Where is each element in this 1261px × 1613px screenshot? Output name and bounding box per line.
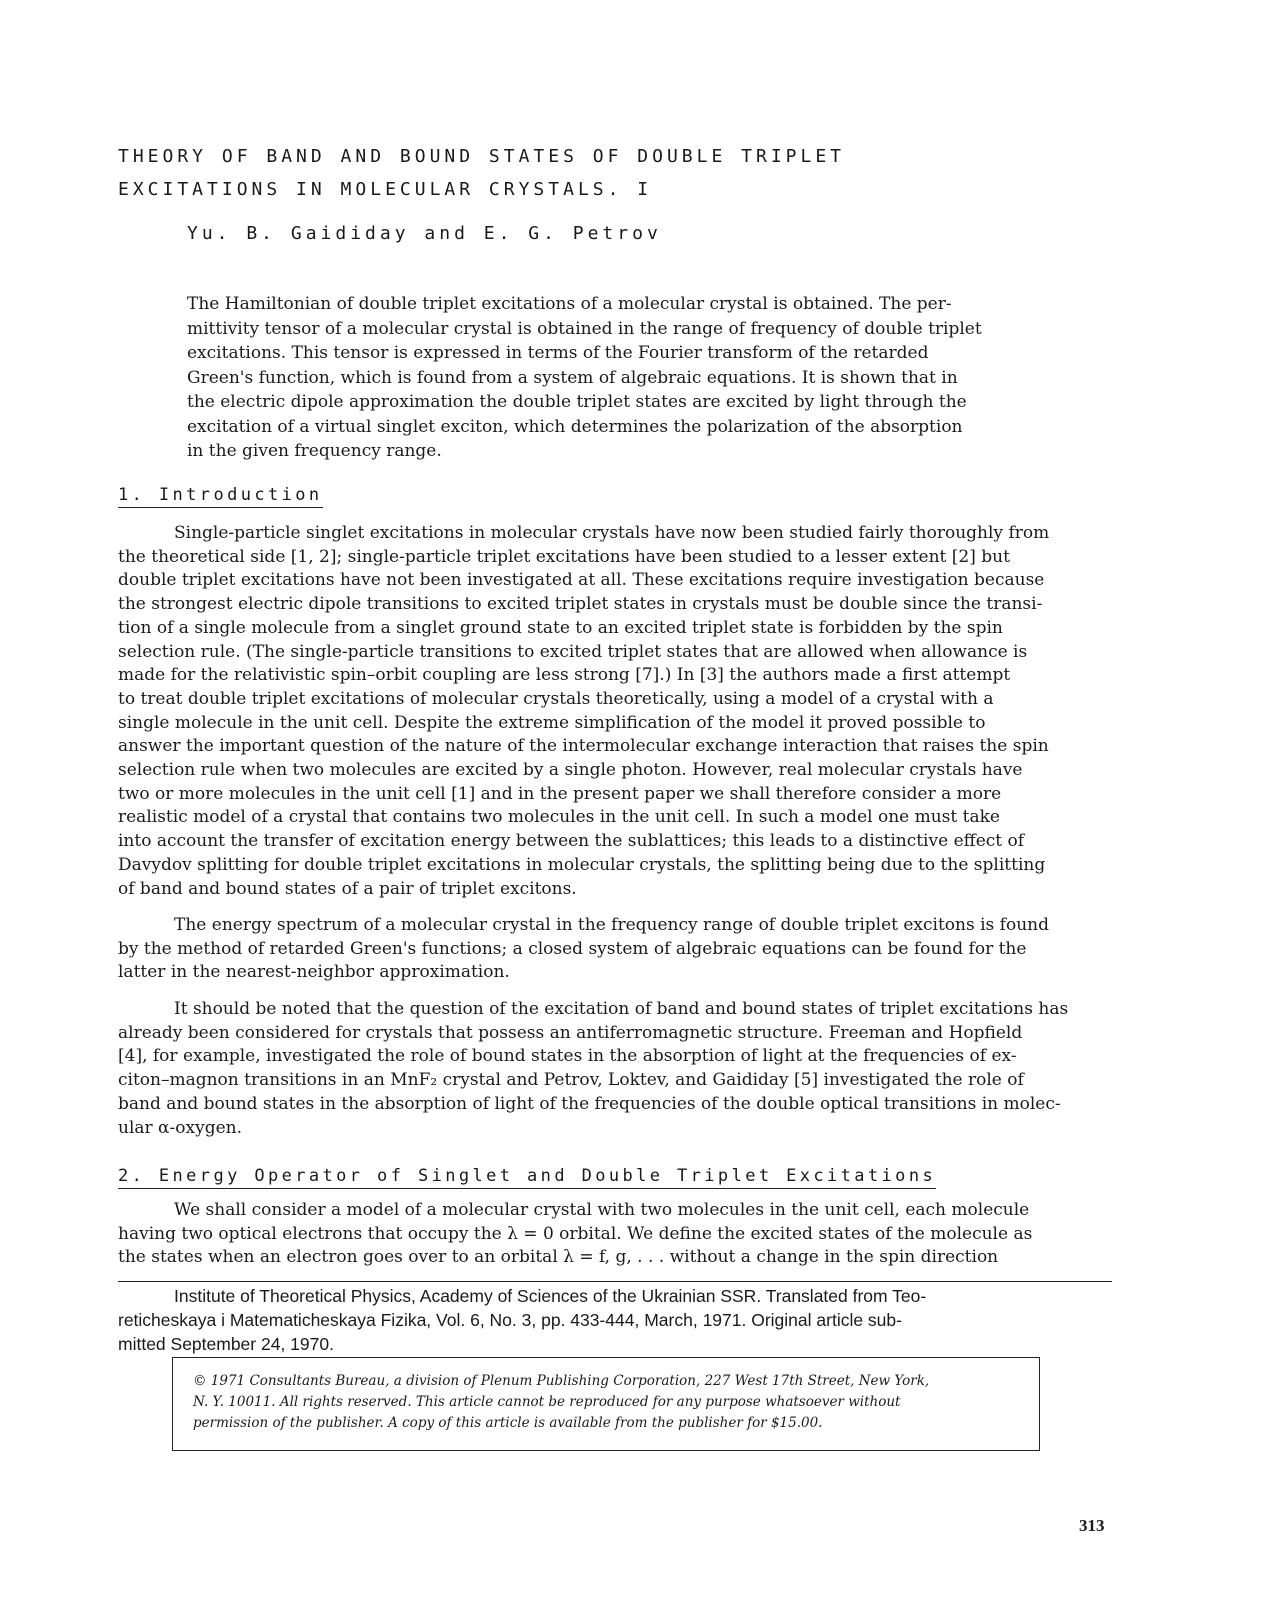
section2-paragraph (118, 1199, 1128, 1270)
text-line: two or more molecules in the unit cell [1] and in the present paper we shall therefore consider a more (118, 783, 1002, 804)
title-line: EXCITATIONS IN MOLECULAR CRYSTALS. I (118, 179, 653, 200)
section-heading-introduction: 1. Introduction (118, 485, 323, 508)
copyright-line: permission of the publisher. A copy of this article is available from the publisher for $15.00. (193, 1415, 823, 1431)
copyright-line: © 1971 Consultants Bureau, a division of Plenum Publishing Corporation, 227 West 17th Street, New York, (193, 1373, 930, 1389)
copyright-notice-box (172, 1357, 1040, 1451)
abstract-line: The Hamiltonian of double triplet excitations of a molecular crystal is obtained. The per- (187, 294, 952, 314)
affiliation-footnote (118, 1284, 1118, 1356)
text-line: citon–magnon transitions in an MnF₂ crystal and Petrov, Loktev, and Gaididay [5] investigated the role of (118, 1070, 1024, 1091)
abstract-line: in the given frequency range. (187, 441, 442, 461)
abstract (187, 292, 1047, 464)
text-line: latter in the nearest-neighbor approximation. (118, 962, 510, 983)
abstract-line: mittivity tensor of a molecular crystal is obtained in the range of frequency of double triplet (187, 318, 982, 339)
text-line: selection rule. (The single-particle transitions to excited triplet states that are allowed when allowance is (118, 641, 1028, 662)
text-line: [4], for example, investigated the role of bound states in the absorption of light at the frequencies of ex- (118, 1046, 1017, 1067)
copyright-notice (193, 1371, 1023, 1434)
text-line: single molecule in the unit cell. Despite the extreme simplification of the model it proved possible to (118, 712, 986, 733)
text-line: ular α-oxygen. (118, 1117, 242, 1138)
abstract-line: excitations. This tensor is expressed in terms of the Fourier transform of the retarded (187, 343, 929, 363)
text-line: Single-particle singlet excitations in molecular crystals have now been studied fairly thoroughly from (174, 523, 1050, 543)
text-line: tion of a single molecule from a singlet ground state to an excited triplet state is forbidden by the spin (118, 617, 1003, 638)
text-line: the theoretical side [1, 2]; single-particle triplet excitations have been studied to a lesser extent [2] but (118, 546, 1010, 567)
text-line: having two optical electrons that occupy the λ = 0 orbital. We define the excited states of the molecule as (118, 1223, 1033, 1244)
text-line: by the method of retarded Green's functions; a closed system of algebraic equations can be found for the (118, 938, 1027, 959)
text-line: the states when an electron goes over to an orbital λ = f, g, . . . without a change in the spin direction (118, 1247, 999, 1268)
text-line: double triplet excitations have not been investigated at all. These excitations require investigation because (118, 570, 1045, 591)
text-line: into account the transfer of excitation energy between the sublattices; this leads to a distinctive effect of (118, 831, 1025, 852)
text-line: to treat double triplet excitations of molecular crystals theoretically, using a model of a crystal with a (118, 688, 994, 709)
text-line: already been considered for crystals that possess an antiferromagnetic structure. Freeman and Hopfield (118, 1022, 1023, 1043)
abstract-line: Green's function, which is found from a system of algebraic equations. It is shown that in (187, 367, 958, 388)
text-line: the strongest electric dipole transitions to excited triplet states in crystals must be double since the transi- (118, 594, 1043, 615)
text-line: made for the relativistic spin–orbit coupling are less strong [7].) In [3] the authors made a first attempt (118, 665, 1011, 686)
text-line: of band and bound states of a pair of triplet excitons. (118, 878, 577, 899)
text-line: realistic model of a crystal that contains two molecules in the unit cell. In such a model one must take (118, 807, 1000, 828)
intro-paragraph-2 (118, 914, 1128, 985)
text-line: Davydov splitting for double triplet excitations in molecular crystals, the splitting being due to the splitting (118, 854, 1046, 875)
footnote-divider (118, 1281, 1112, 1282)
text-line: We shall consider a model of a molecular crystal with two molecules in the unit cell, each molecule (174, 1200, 1030, 1220)
footnote-line: mitted September 24, 1970. (118, 1334, 334, 1354)
footnote-line: reticheskaya i Matematicheskaya Fizika, Vol. 6, No. 3, pp. 433-444, March, 1971. Original article sub- (118, 1310, 902, 1330)
page-number: 313 (1079, 1516, 1105, 1535)
abstract-line: the electric dipole approximation the double triplet states are excited by light through the (187, 392, 967, 412)
text-line: selection rule when two molecules are excited by a single photon. However, real molecular crystals have (118, 760, 1023, 781)
intro-paragraph-1 (118, 522, 1128, 901)
section-heading-energy-operator: 2. Energy Operator of Singlet and Double Triplet Excitations (118, 1166, 936, 1189)
title-line: THEORY OF BAND AND BOUND STATES OF DOUBLE TRIPLET (118, 146, 846, 167)
abstract-line: excitation of a virtual singlet exciton, which determines the polarization of the absorption (187, 416, 963, 437)
text-line: answer the important question of the nature of the intermolecular exchange interaction that raises the spin (118, 736, 1049, 757)
paper-title (118, 140, 1018, 206)
intro-paragraph-3 (118, 998, 1128, 1140)
footnote-line: Institute of Theoretical Physics, Academy of Sciences of the Ukrainian SSR. Translated from Teo- (174, 1286, 927, 1306)
text-line: The energy spectrum of a molecular crystal in the frequency range of double triplet excitons is found (174, 915, 1049, 935)
text-line: band and bound states in the absorption of light of the frequencies of the double optical transitions in molec- (118, 1093, 1061, 1114)
text-line: It should be noted that the question of the excitation of band and bound states of triplet excitations has (174, 999, 1069, 1019)
copyright-line: N. Y. 10011. All rights reserved. This article cannot be reproduced for any purpose whatsoever without (193, 1394, 901, 1410)
authors: Yu. B. Gaididay and E. G. Petrov (187, 223, 662, 244)
